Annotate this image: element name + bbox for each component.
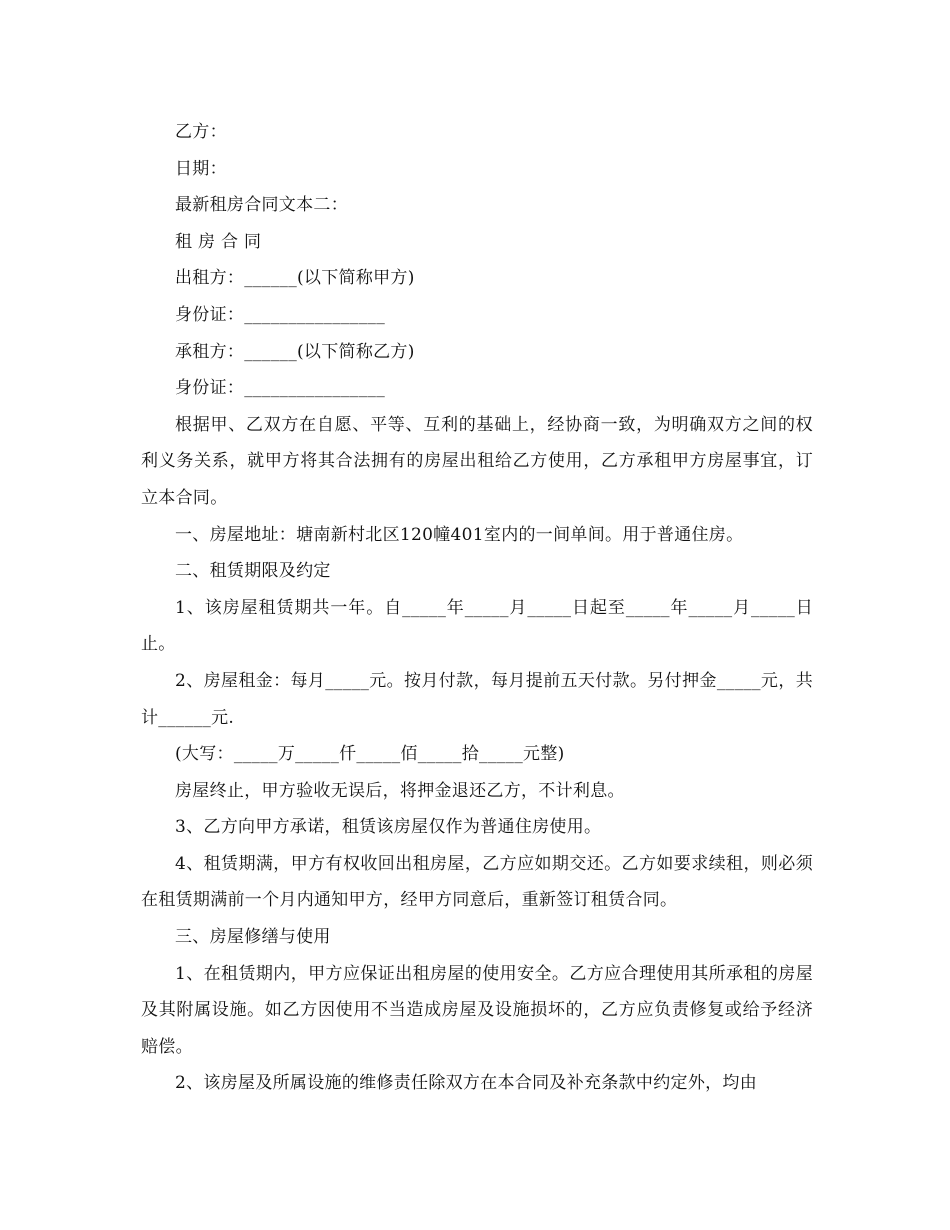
lessor-id-line: 身份证：________________	[175, 304, 385, 325]
clause-repair-safety: 1、在租赁期内，甲方应保证出租房屋的使用安全。乙方应合理使用其所承租的房屋及其附属设施。如乙方因使用不当造成房屋及设施损坏的，乙方应负责修复或给予经济赔偿。	[141, 963, 813, 1057]
clause-address: 一、房屋地址：塘南新村北区120幢401室内的一间单间。用于普通住房。	[175, 524, 744, 545]
clause-heading-term: 二、租赁期限及约定	[175, 561, 331, 582]
clause-renewal: 4、租赁期满，甲方有权收回出租房屋，乙方应如期交还。乙方如要求续租，则必须在租赁期满前一个月内通知甲方，经甲方同意后，重新签订租赁合同。	[141, 853, 813, 911]
clause-term-period: 1、该房屋租赁期共一年。自_____年_____月_____日起至_____年_____月_____日止。	[141, 597, 813, 655]
clause-usage-promise: 3、乙方向甲方承诺，租赁该房屋仅作为普通住房使用。	[175, 817, 602, 838]
lessee-id-line: 身份证：________________	[175, 378, 385, 399]
clause-heading-repair: 三、房屋修缮与使用	[175, 927, 331, 948]
clause-repair-responsibility: 2、该房屋及所属设施的维修责任除双方在本合同及补充条款中约定外，均由	[175, 1073, 758, 1094]
section-heading: 最新租房合同文本二：	[175, 195, 348, 216]
preamble-paragraph: 根据甲、乙双方在自愿、平等、互利的基础上，经协商一致，为明确双方之间的权利义务关系，就甲方将其合法拥有的房屋出租给乙方使用，乙方承租甲方房屋事宜，订立本合同。	[141, 414, 813, 508]
lessor-line: 出租方：______(以下简称甲方)	[175, 268, 415, 289]
party-b-line: 乙方：	[175, 122, 227, 142]
clause-deposit-return: 房屋终止，甲方验收无误后，将押金退还乙方，不计利息。	[175, 780, 625, 801]
document-body	[141, 114, 813, 1102]
clause-rent: 2、房屋租金：每月_____元。按月付款，每月提前五天付款。另付押金_____元，共计______元.	[141, 670, 813, 728]
lessee-line: 承租方：______(以下简称乙方)	[175, 341, 415, 362]
date-line: 日期：	[175, 158, 227, 179]
clause-rent-uppercase: (大写：_____万_____仟_____佰_____拾_____元整)	[175, 744, 565, 765]
contract-title: 租 房 合 同	[175, 231, 262, 252]
